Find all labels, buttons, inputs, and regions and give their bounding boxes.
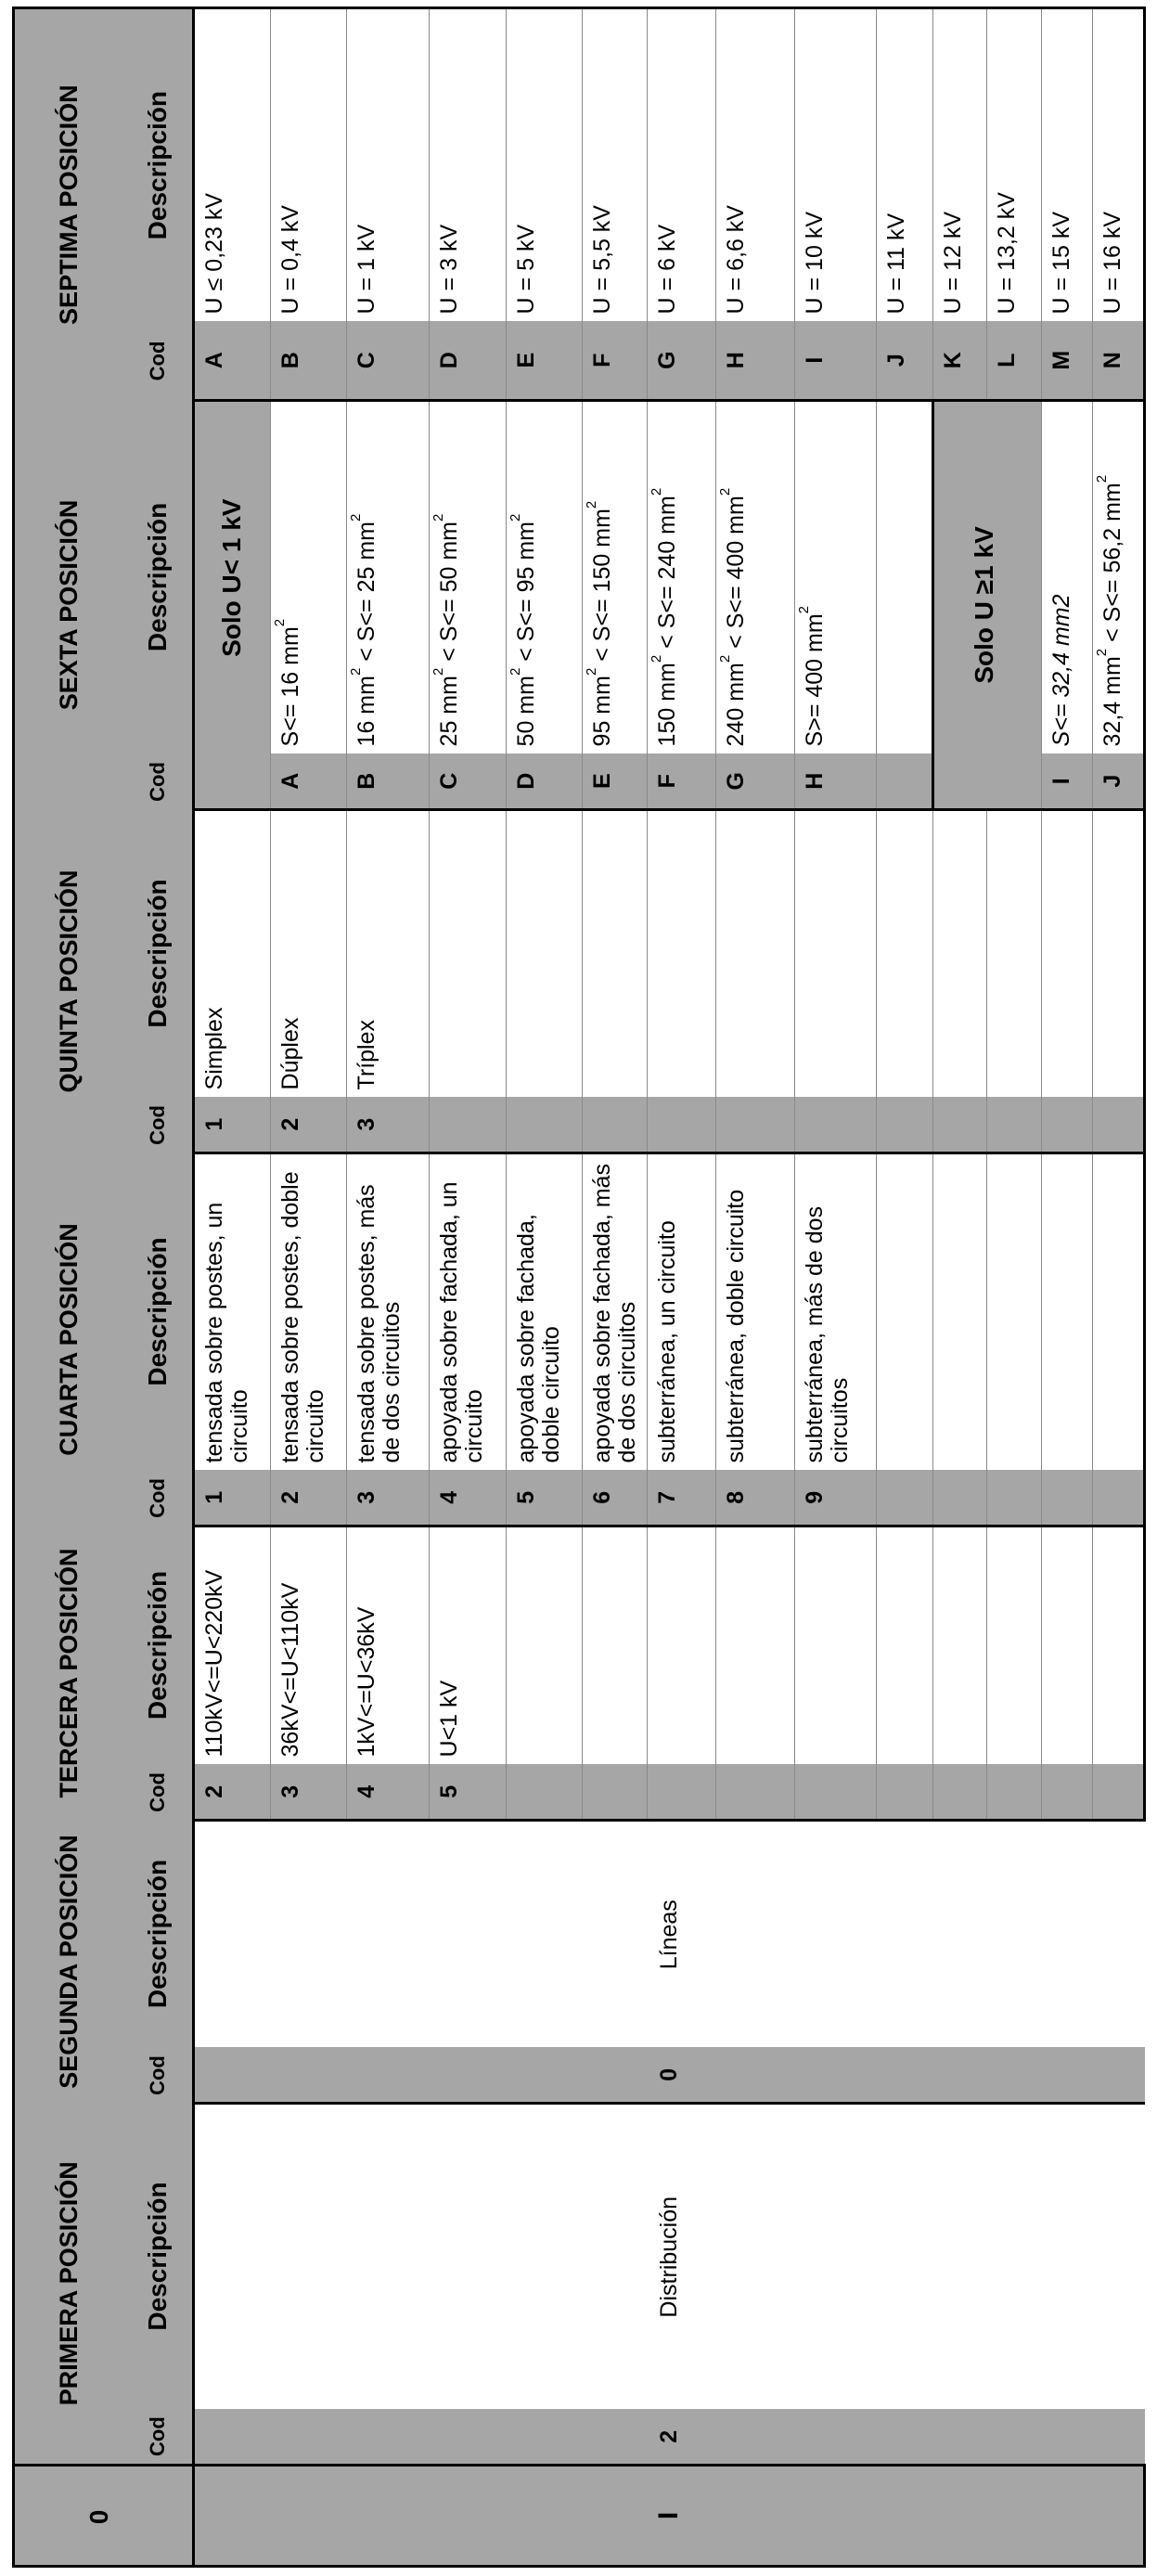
cuarta-cod-empty (987, 1470, 1042, 1526)
cuarta-cod: 8 (716, 1470, 794, 1526)
tercera-cod-header: Cod (124, 1764, 194, 1820)
sexta-desc (429, 400, 506, 753)
cuarta-desc-header: Descripción (124, 1153, 194, 1470)
sexta-desc (507, 400, 583, 753)
coding-table (12, 6, 1146, 2568)
cuarta-desc: tensada sobre postes, un circuito (193, 1153, 270, 1470)
cuarta-cod-empty (932, 1470, 987, 1526)
sup-2: 2 (649, 654, 665, 663)
sup-2: 2 (508, 667, 524, 676)
cuarta-desc: apoyada sobre fachada, más de dos circuitos (583, 1153, 648, 1470)
sup-2: 2 (348, 667, 365, 676)
sexta-desc-b: < S<= 56,2 mm (1099, 483, 1126, 649)
quinta-desc: Tríplex (347, 809, 429, 1097)
sexta-solo-high-cell (932, 400, 1041, 809)
tercera-desc-empty (987, 1526, 1042, 1764)
sexta-cod: D (507, 753, 583, 809)
segunda-cod-header: Cod (124, 2048, 194, 2104)
septima-cod: L (987, 321, 1042, 400)
tercera-cod: 4 (347, 1764, 429, 1820)
tercera-desc-empty (507, 1526, 583, 1764)
quinta-cod-empty (987, 1097, 1042, 1153)
sexta-cod: F (648, 753, 716, 809)
cuarta-cod-empty (876, 1470, 932, 1526)
quinta-desc-header: Descripción (124, 809, 194, 1097)
sexta-cod: H (794, 753, 876, 809)
sup-2: 2 (430, 513, 446, 522)
septima-desc: U = 6 kV (648, 7, 716, 321)
septima-desc: U = 5 kV (507, 7, 583, 321)
septima-cod: E (507, 321, 583, 400)
tercera-cod: 5 (429, 1764, 506, 1820)
tercera-desc: U<1 kV (429, 1526, 506, 1764)
septima-cod: C (347, 321, 429, 400)
sexta-desc-b: < S<= 150 mm (589, 509, 616, 668)
cuarta-cod: 1 (193, 1470, 270, 1526)
tercera-desc-empty (1093, 1526, 1145, 1764)
septima-desc: U ≤ 0,23 kV (193, 7, 270, 321)
cuarta-cod: 6 (583, 1470, 648, 1526)
septima-cod: M (1041, 321, 1093, 400)
tercera-desc-empty (648, 1526, 716, 1764)
quinta-desc-empty (932, 809, 987, 1097)
sexta-desc-text: S<= 16 mm (277, 626, 304, 747)
sexta-desc-a: 25 mm (435, 676, 462, 747)
primera-cod-header: Cod (124, 2410, 194, 2466)
septima-desc: U = 13,2 kV (987, 7, 1042, 321)
tercera-cod-empty (987, 1764, 1042, 1820)
sexta-cod: E (583, 753, 648, 809)
sexta-desc-b: < S<= 50 mm (435, 521, 462, 668)
septima-desc: U = 1 kV (347, 7, 429, 321)
tercera-cod-empty (1093, 1764, 1145, 1820)
quinta-desc-empty (794, 809, 876, 1097)
tercera-desc-empty (716, 1526, 794, 1764)
sup-2: 2 (1094, 648, 1111, 657)
quinta-cod: 1 (193, 1097, 270, 1153)
sup-2: 2 (717, 654, 734, 663)
cuarta-cod-empty (1041, 1470, 1093, 1526)
septima-desc: U = 16 kV (1093, 7, 1145, 321)
tercera-desc-header: Descripción (124, 1526, 194, 1764)
septima-desc: U = 10 kV (794, 7, 876, 321)
quinta-desc-empty (1041, 809, 1093, 1097)
corner-label: 0 (84, 2509, 113, 2525)
quinta-desc-empty (987, 809, 1042, 1097)
cuarta-desc: tensada sobre postes, doble circuito (271, 1153, 347, 1470)
quinta-desc-empty (648, 809, 716, 1097)
primera-desc: Distribución (193, 2104, 1144, 2410)
sexta-desc-a: 150 mm (654, 663, 681, 747)
coding-table-wrapper (12, 9, 1146, 2568)
sexta-solo-low: Solo U< 1 kV (193, 400, 270, 753)
tercera-cod-empty (716, 1764, 794, 1820)
septima-desc: U = 0,4 kV (271, 7, 347, 321)
septima-cod: A (193, 321, 270, 400)
sexta-desc (271, 400, 347, 753)
quinta-cod-empty (794, 1097, 876, 1153)
tercera-desc-empty (876, 1526, 932, 1764)
sexta-desc-a: 240 mm (723, 663, 750, 747)
cuarta-desc-empty (932, 1153, 987, 1470)
cuarta-cod: 2 (271, 1470, 347, 1526)
sup-2: 2 (1094, 474, 1111, 483)
septima-cod: J (876, 321, 932, 400)
sup-2: 2 (430, 667, 446, 676)
quinta-desc-empty (716, 809, 794, 1097)
cuarta-desc: apoyada sobre fachada, un circuito (429, 1153, 506, 1470)
cuarta-desc-empty (987, 1153, 1042, 1470)
septima-cod: I (794, 321, 876, 400)
sexta-cod: C (429, 753, 506, 809)
sexta-cod: B (347, 753, 429, 809)
septima-title: SEPTIMA POSICIÓN (14, 7, 124, 400)
quinta-desc: Dúplex (271, 809, 347, 1097)
segunda-cod: 0 (193, 2048, 1144, 2104)
septima-desc: U = 6,6 kV (716, 7, 794, 321)
cuarta-desc: subterránea, más de dos circuitos (794, 1153, 876, 1470)
tercera-title: TERCERA POSICIÓN (14, 1526, 124, 1820)
sexta-cod-header: Cod (124, 753, 194, 809)
sexta-desc (716, 400, 794, 753)
row-label: I (193, 2466, 1144, 2567)
cuarta-desc: subterránea, doble circuito (716, 1153, 794, 1470)
quinta-desc-empty (583, 809, 648, 1097)
segunda-desc: Líneas (193, 1820, 1144, 2047)
sexta-cod: G (716, 753, 794, 809)
septima-desc: U = 5,5 kV (583, 7, 648, 321)
quinta-desc-empty (429, 809, 506, 1097)
segunda-desc-header: Descripción (124, 1820, 194, 2047)
quinta-cod-header: Cod (124, 1097, 194, 1153)
sexta-desc (794, 400, 876, 753)
sexta-desc-b: < S<= 400 mm (723, 496, 750, 655)
quinta-cod: 3 (347, 1097, 429, 1153)
quinta-desc-empty (1093, 809, 1145, 1097)
tercera-desc-empty (794, 1526, 876, 1764)
sexta-desc (1041, 400, 1093, 753)
septima-cod-header: Cod (124, 321, 194, 400)
cuarta-desc-empty (1041, 1153, 1093, 1470)
cuarta-desc: apoyada sobre fachada, doble circuito (507, 1153, 583, 1470)
septima-desc: U = 15 kV (1041, 7, 1093, 321)
quinta-desc: Simplex (193, 809, 270, 1097)
sup-2: 2 (649, 487, 665, 496)
sexta-desc-b: < S<= 95 mm (513, 521, 540, 668)
quinta-cod-empty (716, 1097, 794, 1153)
cuarta-desc-empty (1093, 1153, 1145, 1470)
cuarta-cod: 4 (429, 1470, 506, 1526)
sexta-desc-a: 50 mm (513, 676, 540, 747)
sexta-desc-header: Descripción (124, 400, 194, 753)
cuarta-cod-header: Cod (124, 1470, 194, 1526)
quinta-cod-empty (648, 1097, 716, 1153)
quinta-cod-empty (507, 1097, 583, 1153)
quinta-desc-empty (876, 809, 932, 1097)
sexta-desc-text: S>= 400 mm (801, 613, 828, 747)
sexta-desc (583, 400, 648, 753)
tercera-desc-empty (1041, 1526, 1093, 1764)
tercera-desc: 1kV<=U<36kV (347, 1526, 429, 1764)
tercera-cod-empty (583, 1764, 648, 1820)
sup-2: 2 (584, 667, 600, 676)
septima-cod: G (648, 321, 716, 400)
tercera-cod-empty (507, 1764, 583, 1820)
cuarta-cod: 3 (347, 1470, 429, 1526)
sexta-cod-empty (193, 753, 270, 809)
sexta-desc-a: 95 mm (589, 676, 616, 747)
sup-2: 2 (717, 487, 734, 496)
septima-cod: B (271, 321, 347, 400)
septima-cod: N (1093, 321, 1145, 400)
sexta-desc (347, 400, 429, 753)
septima-cod: K (932, 321, 987, 400)
sexta-desc-empty (876, 400, 932, 753)
primera-cod: 2 (193, 2410, 1144, 2466)
cuarta-cod: 7 (648, 1470, 716, 1526)
cuarta-desc: tensada sobre postes, más de dos circuitos (347, 1153, 429, 1470)
tercera-cod: 3 (271, 1764, 347, 1820)
quinta-cod-empty (429, 1097, 506, 1153)
sup-2: 2 (584, 500, 600, 509)
tercera-cod-empty (932, 1764, 987, 1820)
septima-desc: U = 11 kV (876, 7, 932, 321)
primera-desc-header: Descripción (124, 2104, 194, 2410)
tercera-cod-empty (794, 1764, 876, 1820)
segunda-title: SEGUNDA POSICIÓN (14, 1820, 124, 2103)
sexta-desc-b: < S<= 240 mm (654, 496, 681, 655)
cuarta-cod-empty (1093, 1470, 1145, 1526)
quinta-cod: 2 (271, 1097, 347, 1153)
tercera-desc-empty (583, 1526, 648, 1764)
sexta-solo-high: Solo U ≥1 kV (969, 526, 998, 684)
sexta-cod: J (1093, 753, 1145, 809)
sexta-desc-a: 16 mm (354, 676, 380, 747)
quinta-cod-empty (932, 1097, 987, 1153)
tercera-cod-empty (648, 1764, 716, 1820)
sexta-cod: I (1041, 753, 1093, 809)
quinta-cod-empty (876, 1097, 932, 1153)
sup-2: 2 (508, 513, 524, 522)
tercera-cod-empty (1041, 1764, 1093, 1820)
primera-title: PRIMERA POSICIÓN (14, 2104, 124, 2466)
tercera-desc: 110kV<=U<220kV (193, 1526, 270, 1764)
sexta-desc-b: < S<= 25 mm (354, 521, 380, 668)
septima-desc: U = 12 kV (932, 7, 987, 321)
septima-cod: F (583, 321, 648, 400)
tercera-cod-empty (876, 1764, 932, 1820)
sexta-desc-text: S<= 32,4 mm2 (1048, 594, 1074, 747)
quinta-cod-empty (1041, 1097, 1093, 1153)
septima-desc: U = 3 kV (429, 7, 506, 321)
septima-cod: D (429, 321, 506, 400)
cuarta-desc: subterránea, un circuito (648, 1153, 716, 1470)
septima-desc-header: Descripción (124, 7, 194, 321)
septima-cod: H (716, 321, 794, 400)
sup-2: 2 (348, 513, 365, 522)
sexta-title: SEXTA POSICIÓN (14, 400, 124, 809)
quinta-cod-empty (1093, 1097, 1145, 1153)
tercera-cod: 2 (193, 1764, 270, 1820)
sup-2: 2 (272, 618, 289, 627)
sup-2: 2 (795, 605, 812, 614)
quinta-cod-empty (583, 1097, 648, 1153)
sexta-desc (648, 400, 716, 753)
cuarta-desc-empty (876, 1153, 932, 1470)
quinta-desc-empty (507, 809, 583, 1097)
cuarta-cod: 9 (794, 1470, 876, 1526)
cuarta-title: CUARTA POSICIÓN (14, 1153, 124, 1526)
tercera-desc-empty (932, 1526, 987, 1764)
sexta-cod: A (271, 753, 347, 809)
sexta-cod-empty (876, 753, 932, 809)
sexta-desc-a: 32,4 mm (1099, 656, 1126, 747)
tercera-desc: 36kV<=U<110kV (271, 1526, 347, 1764)
quinta-title: QUINTA POSICIÓN (14, 809, 124, 1153)
cuarta-cod: 5 (507, 1470, 583, 1526)
sexta-desc (1093, 400, 1145, 753)
